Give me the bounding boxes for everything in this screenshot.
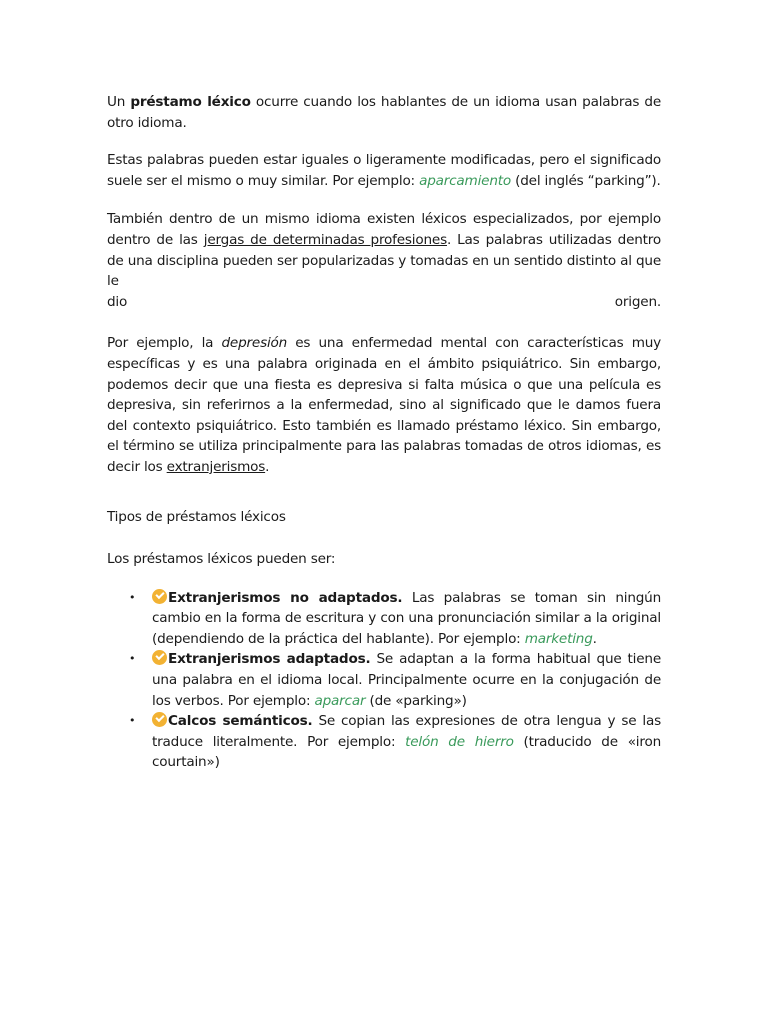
types-list [107,588,661,773]
example-word: marketing [524,630,593,647]
list-item [107,649,661,711]
text: (traducido de «iron courtain») [152,733,662,771]
text: ocurre cuando los hablantes de un idioma usan palabras de otro idioma. [107,94,661,131]
bold-term: préstamo léxico [130,94,251,110]
type-title: Extranjerismos no adaptados. [168,589,403,606]
check-circle-icon [152,650,167,665]
link-jergas[interactable]: jergas de determinadas profesiones [203,231,447,248]
type-title: Extranjerismos adaptados. [168,651,371,668]
type-title: Calcos semánticos. [168,713,313,730]
type-description: Se adaptan a la forma habitual que tiene una palabra en el idioma local. Principalmente ocurre en la conjugación de los verbos. Por ejemplo: [152,651,662,709]
paragraph-example [107,150,661,191]
check-circle-icon [152,712,167,727]
text: dio [107,293,128,310]
text: Por ejemplo, la [107,335,222,352]
text: Un [107,94,131,110]
section-heading: Tipos de préstamos léxicos [107,508,286,525]
list-item [107,588,661,650]
text: . [265,458,270,475]
type-description: Se copian las expresiones de otra lengua y se las traduce literalmente. Por ejemplo: [152,713,661,750]
example-word: telón de hierro [405,733,514,750]
text: . Las palabras utilizadas dentro de una disciplina pueden ser popularizadas y tomadas en un sentido distinto al que le [107,231,661,290]
example-word: aparcamiento [419,172,511,189]
paragraph-specialized [107,209,661,312]
paragraph-definition [107,92,661,133]
type-description: Las palabras se toman sin ningún cambio en la forma de escritura y con una pronunciación similar a la original (dependiendo de la práctica del hablante). Por ejemplo: [152,589,661,647]
text: origen. [614,293,661,310]
text: (de «parking») [365,692,467,709]
text: es una enfermedad mental con características muy específicas y es una palabra originada en el ámbito psiquiátrico. Sin embargo, podemos decir que una fiesta es depresiva si falta música o que una película es depresiva, sin referirnos a la enfermedad, sino al significado que le damos fuera del contexto psiquiátrico. Esto también es llamado préstamo léxico. Sin embargo, el término se utiliza principalmente para las palabras tomadas de otros idiomas, es decir los [107,335,661,475]
italic-term: depresión [221,335,288,352]
text: También dentro de un mismo idioma existen léxicos especializados, por ejemplo dentro de las [107,211,661,248]
list-intro: Los préstamos léxicos pueden ser: [107,551,336,568]
text: Estas palabras pueden estar iguales o ligeramente modificadas, pero el significado suele ser el mismo o muy similar. Por ejemplo: [107,152,661,189]
document-body [107,92,661,773]
paragraph-depresion [107,333,661,477]
text: . [592,630,597,647]
bullet: • [129,590,136,604]
bullet: • [129,652,136,666]
check-circle-icon [152,589,167,604]
text: (del inglés “parking”). [511,172,661,189]
example-word: aparcar [314,692,366,709]
link-extranjerismos[interactable]: extranjerismos [166,458,266,475]
bullet: • [129,714,136,728]
list-item [107,711,661,773]
justified-last-line [107,292,661,313]
